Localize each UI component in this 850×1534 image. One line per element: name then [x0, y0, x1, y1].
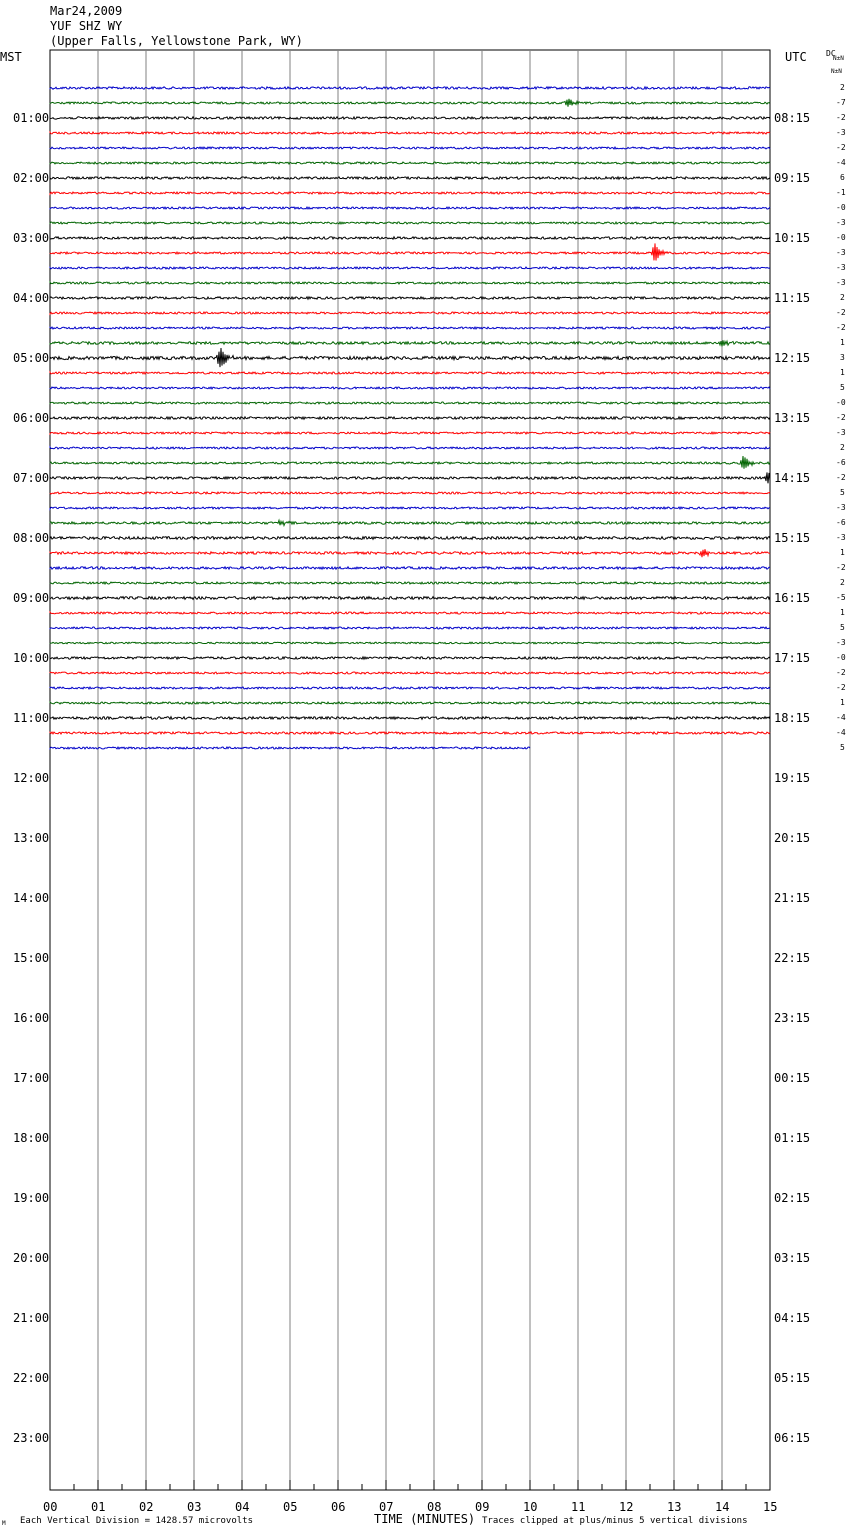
- hour-label-utc: 08:15: [774, 111, 811, 125]
- trace-line: [50, 597, 770, 600]
- x-tick-label: 05: [283, 1500, 298, 1514]
- hour-label-local: 20:00: [13, 1251, 50, 1265]
- dc-offset-label: -2: [836, 473, 846, 482]
- hour-label-utc: 01:15: [774, 1131, 811, 1145]
- dc-offset-label: -7: [836, 98, 846, 107]
- trace-line: [50, 672, 770, 674]
- hour-label-local: 03:00: [13, 231, 50, 245]
- dc-offset-label: -3: [836, 128, 846, 137]
- hour-label-utc: 11:15: [774, 291, 811, 305]
- dc-offset-label: 5: [840, 488, 845, 497]
- dc-offset-label: 3: [840, 353, 845, 362]
- hour-label-utc: 19:15: [774, 771, 811, 785]
- hour-label-local: 06:00: [13, 411, 50, 425]
- header-location: (Upper Falls, Yellowstone Park, WY): [50, 34, 303, 48]
- hour-label-local: 02:00: [13, 171, 50, 185]
- dc-offset-label: -6: [836, 518, 846, 527]
- hour-label-local: 14:00: [13, 891, 50, 905]
- trace-line: [50, 717, 770, 720]
- dc-offset-label: -3: [836, 638, 846, 647]
- hour-label-utc: 03:15: [774, 1251, 811, 1265]
- trace-line: [50, 582, 770, 584]
- trace-line: [50, 222, 770, 224]
- dc-offset-label: -2: [836, 563, 846, 572]
- hour-label-utc: 22:15: [774, 951, 811, 965]
- hour-label-utc: 04:15: [774, 1311, 811, 1325]
- trace-line: [50, 387, 770, 389]
- dc-offset-label: 2: [840, 443, 845, 452]
- trace-line: [50, 372, 770, 374]
- trace-line: [50, 348, 770, 367]
- dc-offset-label: 1: [840, 338, 845, 347]
- dc-offset-label: 1: [840, 608, 845, 617]
- dc-offset-label: -2: [836, 308, 846, 317]
- clip-note: Traces clipped at plus/minus 5 vertical divisions: [482, 1516, 748, 1526]
- hour-label-utc: 18:15: [774, 711, 811, 725]
- hour-label-local: 09:00: [13, 591, 50, 605]
- dc-offset-label: -3: [836, 533, 846, 542]
- hour-label-utc: 21:15: [774, 891, 811, 905]
- hour-label-utc: 15:15: [774, 531, 811, 545]
- dc-offset-label: 6: [840, 173, 845, 182]
- dc-offset-label: 1: [840, 368, 845, 377]
- trace-line: [50, 549, 770, 557]
- trace-line: [50, 237, 770, 239]
- dc-offset-label: -0: [836, 398, 846, 407]
- hour-label-local: 15:00: [13, 951, 50, 965]
- dc-offset-label: -3: [836, 263, 846, 272]
- dc-offset-label: -2: [836, 323, 846, 332]
- x-tick-label: 07: [379, 1500, 394, 1514]
- dc-offset-label: -4: [836, 713, 846, 722]
- hour-label-local: 21:00: [13, 1311, 50, 1325]
- hour-label-local: 10:00: [13, 651, 50, 665]
- dc-offset-label: -2: [836, 143, 846, 152]
- hour-label-utc: 10:15: [774, 231, 811, 245]
- dc-offset-label: -1: [836, 188, 846, 197]
- x-axis-label: TIME (MINUTES): [374, 1512, 476, 1526]
- dc-offset-label: -0: [836, 203, 846, 212]
- trace-line: [50, 520, 770, 525]
- hour-label-utc: 13:15: [774, 411, 811, 425]
- hour-label-utc: 23:15: [774, 1011, 811, 1025]
- x-tick-label: 11: [571, 1500, 586, 1514]
- trace-line: [50, 243, 770, 260]
- hour-label-local: 19:00: [13, 1191, 50, 1205]
- x-tick-label: 01: [91, 1500, 106, 1514]
- dc-offset-label: -0: [836, 653, 846, 662]
- trace-line: [50, 267, 770, 269]
- hour-label-local: 05:00: [13, 351, 50, 365]
- x-tick-label: 04: [235, 1500, 250, 1514]
- x-tick-label: 08: [427, 1500, 442, 1514]
- dc-header-label: DC: [826, 49, 836, 58]
- dc-offset-label: 2: [840, 83, 845, 92]
- trace-line: [50, 687, 770, 689]
- trace-line: [50, 612, 770, 614]
- hour-label-local: 23:00: [13, 1431, 50, 1445]
- hour-label-utc: 02:15: [774, 1191, 811, 1205]
- dc-offset-label: -3: [836, 428, 846, 437]
- trace-line: [50, 340, 770, 346]
- x-tick-label: 00: [43, 1500, 58, 1514]
- trace-line: [50, 117, 770, 119]
- hour-label-utc: 20:15: [774, 831, 811, 845]
- x-tick-label: 10: [523, 1500, 538, 1514]
- hour-label-local: 12:00: [13, 771, 50, 785]
- trace-line: [50, 472, 770, 483]
- hour-label-utc: 16:15: [774, 591, 811, 605]
- trace-line: [50, 327, 770, 329]
- hour-label-local: 07:00: [13, 471, 50, 485]
- right-zone-label: UTC: [785, 50, 807, 64]
- trace-line: [50, 417, 770, 419]
- dc-offset-label: -4: [836, 728, 846, 737]
- header-station: YUF SHZ WY: [50, 19, 123, 33]
- trace-line: [50, 702, 770, 704]
- hour-label-utc: 00:15: [774, 1071, 811, 1085]
- trace-line: [50, 627, 770, 629]
- trace-line: [50, 192, 770, 194]
- trace-line: [50, 177, 770, 179]
- dc-offset-label: -6: [836, 458, 846, 467]
- dc-offset-label: -0: [836, 233, 846, 242]
- trace-line: [50, 732, 770, 734]
- dc-offset-label: -2: [836, 668, 846, 677]
- x-tick-label: 09: [475, 1500, 490, 1514]
- x-tick-label: 13: [667, 1500, 682, 1514]
- hour-label-local: 22:00: [13, 1371, 50, 1385]
- trace-line: [50, 147, 770, 149]
- dc-offset-label: 5: [840, 743, 845, 752]
- dc-offset-label: 2: [840, 293, 845, 302]
- trace-line: [50, 657, 770, 659]
- trace-line: [50, 99, 770, 107]
- dc-offset-label: -2: [836, 113, 846, 122]
- trace-line: [50, 162, 770, 164]
- trace-line: [50, 402, 770, 404]
- trace-line: [50, 297, 770, 299]
- x-tick-label: 12: [619, 1500, 634, 1514]
- header-date: Mar24,2009: [50, 4, 123, 18]
- hour-label-local: 04:00: [13, 291, 50, 305]
- left-zone-label: MST: [0, 50, 22, 64]
- dc-offset-label: 5: [840, 383, 845, 392]
- hour-label-utc: 05:15: [774, 1371, 811, 1385]
- hour-label-local: 18:00: [13, 1131, 50, 1145]
- dc-offset-label: 1: [840, 548, 845, 557]
- dc-offset-label: -3: [836, 278, 846, 287]
- hour-label-utc: 17:15: [774, 651, 811, 665]
- hour-label-local: 16:00: [13, 1011, 50, 1025]
- dc-subheader2-label: N±N: [831, 68, 842, 75]
- hour-label-utc: 09:15: [774, 171, 811, 185]
- trace-line: [50, 132, 770, 134]
- hour-label-utc: 06:15: [774, 1431, 811, 1445]
- dc-offset-label: -2: [836, 683, 846, 692]
- trace-line: [50, 456, 770, 469]
- plot-frame: [50, 50, 770, 1490]
- hour-label-local: 01:00: [13, 111, 50, 125]
- x-tick-label: 06: [331, 1500, 346, 1514]
- trace-line: [50, 507, 770, 509]
- hour-label-local: 17:00: [13, 1071, 50, 1085]
- x-tick-label: 02: [139, 1500, 154, 1514]
- dc-offset-label: 1: [840, 698, 845, 707]
- dc-subheader-label: N±N: [833, 55, 844, 62]
- dc-offset-label: -3: [836, 248, 846, 257]
- trace-line: [50, 282, 770, 284]
- trace-line: [50, 432, 770, 434]
- hour-label-local: 08:00: [13, 531, 50, 545]
- x-tick-label: 15: [763, 1500, 778, 1514]
- dc-offset-label: -4: [836, 158, 846, 167]
- hour-label-local: 11:00: [13, 711, 50, 725]
- scale-note: Each Vertical Division = 1428.57 microvolts: [20, 1516, 253, 1526]
- trace-line: [50, 447, 770, 449]
- trace-line: [50, 207, 770, 209]
- dc-offset-label: -5: [836, 593, 846, 602]
- trace-line: [50, 642, 770, 644]
- corner-mark: M: [2, 1520, 6, 1527]
- hour-label-utc: 14:15: [774, 471, 811, 485]
- dc-offset-label: 2: [840, 578, 845, 587]
- trace-line: [50, 87, 770, 89]
- dc-offset-label: -2: [836, 413, 846, 422]
- hour-label-utc: 12:15: [774, 351, 811, 365]
- trace-line: [50, 567, 770, 569]
- trace-line: [50, 312, 770, 314]
- dc-offset-label: -3: [836, 503, 846, 512]
- trace-line: [50, 492, 770, 494]
- hour-label-local: 13:00: [13, 831, 50, 845]
- dc-offset-label: -3: [836, 218, 846, 227]
- trace-line: [50, 537, 770, 540]
- x-tick-label: 14: [715, 1500, 730, 1514]
- x-tick-label: 03: [187, 1500, 202, 1514]
- dc-offset-label: 5: [840, 623, 845, 632]
